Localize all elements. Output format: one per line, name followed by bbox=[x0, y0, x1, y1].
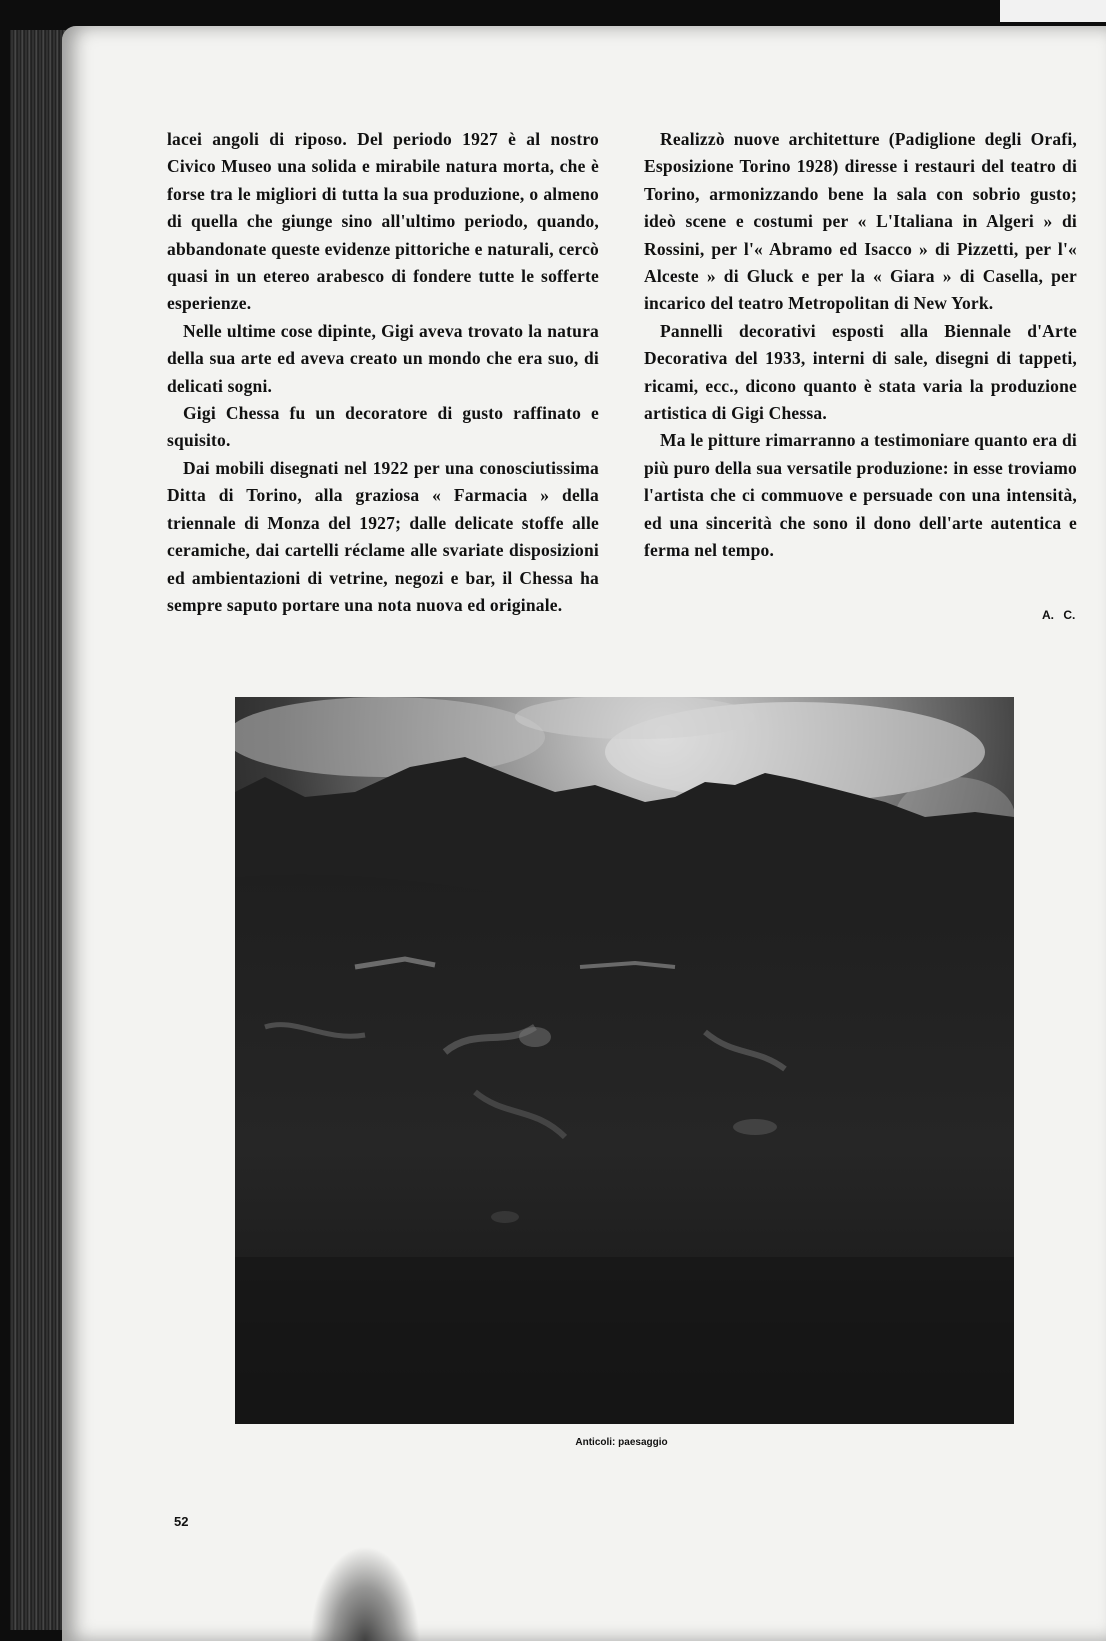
landscape-painting-image bbox=[235, 697, 1014, 1424]
scan-border bbox=[1000, 0, 1106, 22]
figure-caption: Anticoli: paesaggio bbox=[575, 1437, 668, 1448]
paragraph: Nelle ultime cose dipinte, Gigi aveva trovato la natura della sua arte ed aveva creato un mondo che era suo, di delicati sogni. bbox=[167, 320, 599, 396]
page-smudge bbox=[310, 1546, 420, 1641]
paragraph: Dai mobili disegnati nel 1922 per una conosciutissima Ditta di Torino, alla graziosa « Farmacia » della triennale di Monza del 1927; dalle delicate stoffe alle ceramiche, dai cartelli réclame alle svariate disposizioni ed ambientazioni di vetrine, negozi e bar, il Chessa ha sempre saputo portare una nota nuova ed originale. bbox=[167, 457, 599, 615]
paragraph: lacei angoli di riposo. Del periodo 1927 è al nostro Civico Museo una solida e mirabile natura morta, che è forse tra le migliori di tutta la sua produzione, o almeno di quella che giunge sino all'ultimo periodo, quando, abbandonate queste evidenze pittoriche e naturali, cercò quasi in un etereo arabesco di fondere tutte le sofferte esperienze. bbox=[167, 129, 599, 314]
author-signature: A. C. bbox=[1042, 608, 1076, 622]
page-number: 52 bbox=[174, 1514, 189, 1529]
paragraph: Realizzò nuove architetture (Padiglione degli Orafi, Esposizione Torino 1928) diresse i restauri del teatro di Torino, armonizzando bene la sala con sobrio gusto; ideò scene e costumi per « L'Italiana in Algeri » di Rossini, per l'« Abramo ed Isacco » di Pizzetti, per l'« Alceste » di Gluck e per la « Giara » di Casella, per incarico del teatro Metropolitan di New York. bbox=[644, 129, 1077, 314]
article-left-column bbox=[167, 126, 599, 619]
landscape-painting-svg bbox=[235, 697, 1014, 1424]
paragraph: Pannelli decorativi esposti alla Biennale d'Arte Decorativa del 1933, interni di sale, disegni di tappeti, ricami, ecc., dicono quanto è stata varia la produzione artistica di Gigi Chessa. bbox=[644, 320, 1077, 424]
paragraph: Ma le pitture rimarranno a testimoniare quanto era di più puro della sua versatile produzione: in esse troviamo l'artista che ci commuove e persuade con una intensità, ed una sincerità che sono il dono dell'arte autentica e ferma nel tempo. bbox=[644, 430, 1077, 561]
article-right-column bbox=[644, 126, 1077, 565]
paragraph: Gigi Chessa fu un decoratore di gusto raffinato e squisito. bbox=[167, 403, 599, 451]
book-page bbox=[62, 26, 1106, 1641]
book-page-edges bbox=[10, 30, 70, 1630]
